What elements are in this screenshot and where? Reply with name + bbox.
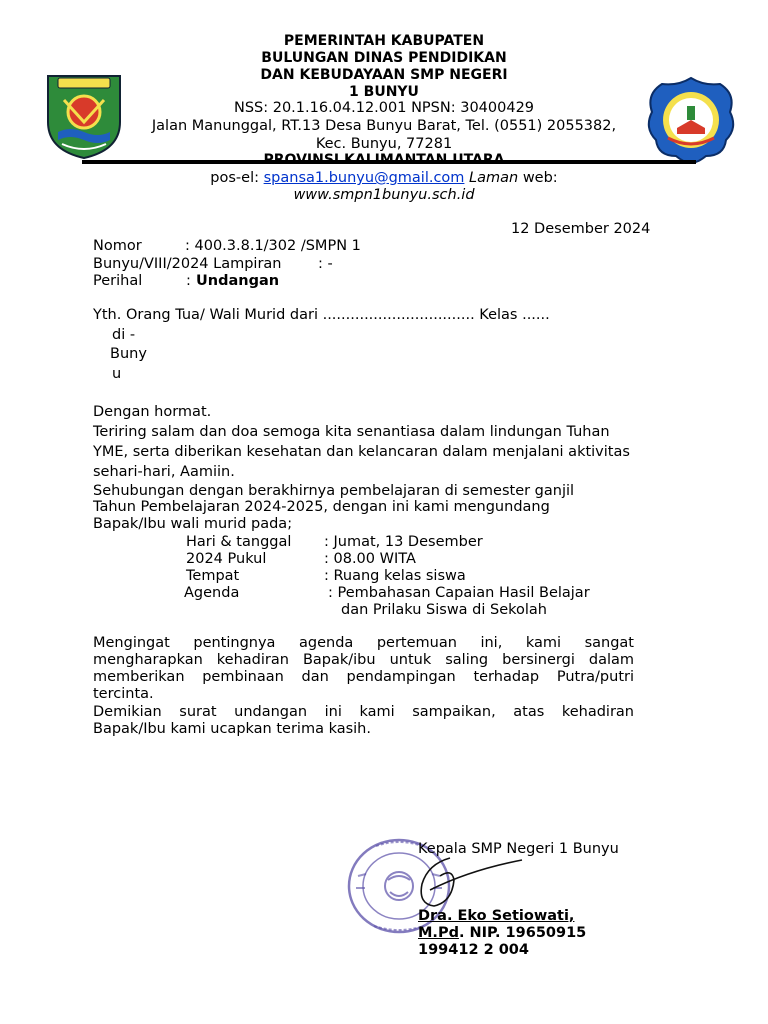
- header-address-2: Kec. Bunyu, 77281: [315, 136, 453, 152]
- agenda-label: Agenda: [184, 585, 240, 601]
- tempat-value: : Ruang kelas siswa: [324, 568, 466, 584]
- header-contact: [0, 170, 768, 187]
- signature-position: Kepala SMP Negeri 1 Bunyu: [418, 841, 619, 857]
- closing-line-5: Demikian surat undangan ini kami sampaikan, atas kehadiran: [93, 704, 634, 720]
- signature-nip: . NIP. 19650915: [458, 925, 587, 941]
- tempat-label: Tempat: [186, 568, 240, 584]
- hari-label: Hari & tanggal: [186, 534, 292, 550]
- signature-degree: M.Pd: [418, 925, 459, 941]
- agenda-value-1: : Pembahasan Capaian Hasil Belajar: [328, 585, 590, 601]
- header-line-2: BULUNGAN DINAS PENDIDIKAN: [261, 50, 507, 66]
- header-nss: NSS: 20.1.16.04.12.001 NPSN: 30400429: [233, 100, 535, 116]
- perihal-value: Undangan: [196, 273, 280, 289]
- paragraph-2-line-1: Sehubungan dengan berakhirnya pembelajaran di semester ganjil: [93, 483, 575, 499]
- pukul-value: : 08.00 WITA: [324, 551, 416, 567]
- nomor-value: : 400.3.8.1/302 /SMPN 1: [185, 238, 361, 254]
- recipient-line: Yth. Orang Tua/ Wali Murid dari ................................. Kelas ......: [93, 307, 550, 323]
- closing-line-3: memberikan pembinaan dan pendampingan terhadap Putra/putri: [93, 669, 634, 685]
- website-link[interactable]: www.smpn1bunyu.sch.id: [293, 187, 475, 203]
- signature-title-nip: [418, 925, 586, 942]
- web-label: web:: [522, 170, 558, 186]
- paragraph-1-line-2: YME, serta diberikan kesehatan dan kelancaran dalam menjalani aktivitas: [93, 444, 630, 460]
- closing-line-6: Bapak/Ibu kami ucapkan terima kasih.: [93, 721, 371, 737]
- web-label-italic: Laman: [469, 170, 519, 186]
- closing-line-4: tercinta.: [93, 686, 154, 702]
- hari-value: : Jumat, 13 Desember: [324, 534, 483, 550]
- closing-line-2: mengharapkan kehadiran Bapak/ibu untuk saling bersinergi dalam: [93, 652, 634, 668]
- pukul-label: 2024 Pukul: [186, 551, 267, 567]
- perihal-label: Perihal: [93, 273, 143, 289]
- paragraph-1-line-1: Teriring salam dan doa semoga kita senantiasa dalam lindungan Tuhan: [93, 424, 610, 440]
- email-label: pos-el:: [210, 170, 259, 186]
- greeting: Dengan hormat.: [93, 404, 212, 420]
- email-link[interactable]: spansa1.bunyu@gmail.com: [263, 170, 465, 186]
- lampiran-value: : -: [318, 256, 333, 272]
- header-address-1: Jalan Manunggal, RT.13 Desa Bunyu Barat, Tel. (0551) 2055382,: [151, 118, 617, 134]
- paragraph-1-line-3: sehari-hari, Aamiin.: [93, 464, 235, 480]
- recipient-di: di -: [112, 327, 136, 343]
- perihal-colon: :: [186, 273, 191, 289]
- recipient-place-1: Buny: [110, 346, 147, 362]
- header-line-3: DAN KEBUDAYAAN SMP NEGERI: [260, 67, 508, 83]
- nomor-label: Nomor: [93, 238, 142, 254]
- agenda-value-2: dan Prilaku Siswa di Sekolah: [341, 602, 547, 618]
- letter-date: 12 Desember 2024: [511, 221, 651, 237]
- header-line-4: 1 BUNYU: [349, 84, 419, 100]
- paragraph-2-line-2: Tahun Pembelajaran 2024-2025, dengan ini kami mengundang: [93, 499, 550, 515]
- signature-nip-continuation: 199412 2 004: [418, 942, 529, 958]
- signature-name: Dra. Eko Setiowati,: [418, 908, 575, 924]
- paragraph-2-line-3: Bapak/Ibu wali murid pada;: [93, 516, 293, 532]
- header-line-1: PEMERINTAH KABUPATEN: [283, 33, 485, 49]
- nomor-continuation: Bunyu/VIII/2024 Lampiran: [93, 256, 282, 272]
- closing-line-1: Mengingat pentingnya agenda pertemuan ini, kami sangat: [93, 635, 634, 651]
- header-divider: [82, 160, 696, 164]
- recipient-place-2: u: [112, 366, 122, 382]
